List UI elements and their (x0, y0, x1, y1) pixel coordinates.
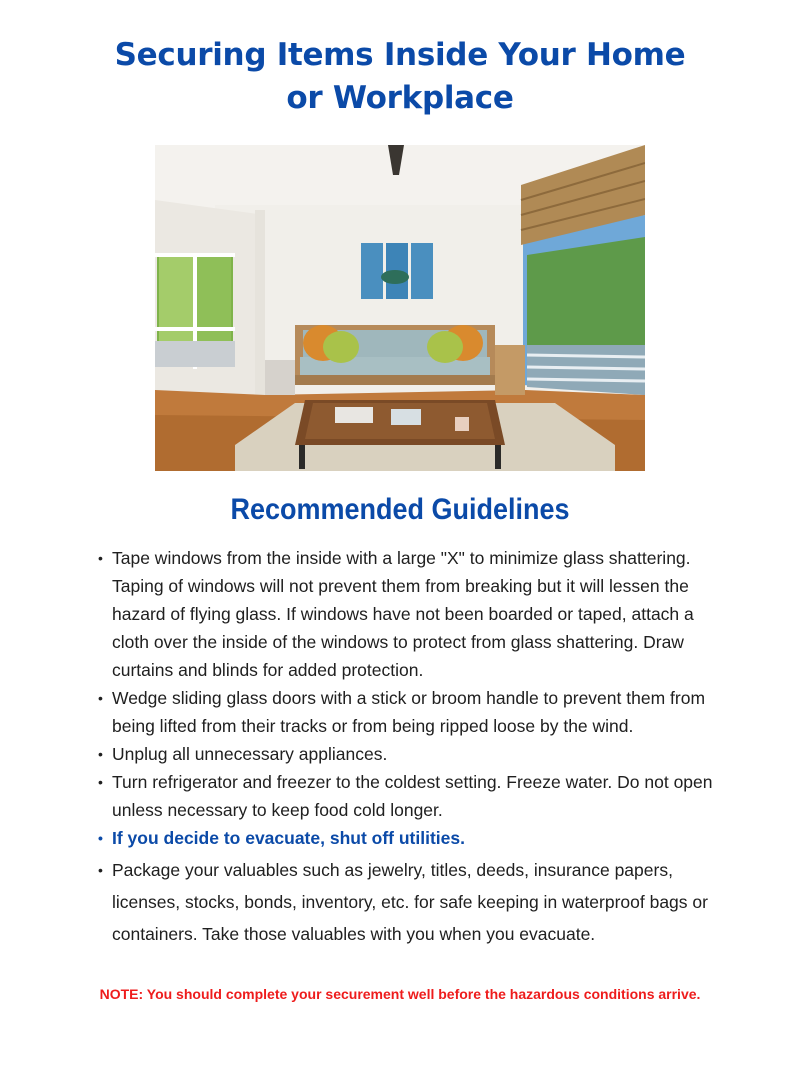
page-title (0, 34, 800, 120)
living-room-photo (155, 145, 645, 471)
section-heading: Recommended Guidelines (230, 493, 570, 526)
guideline-item: • Unplug all unnecessary appliances. (96, 740, 720, 768)
page-title-line-1: Securing Items Inside Your Home (114, 37, 686, 73)
guideline-item: • Wedge sliding glass doors with a stick or broom handle to prevent them from being lifted from their tracks or from being ripped loose by the wind. (96, 684, 720, 740)
guideline-item: • Package your valuables such as jewelry, titles, deeds, insurance papers, licenses, stocks, bonds, inventory, etc. for safe keeping in waterproof bags or containers. Take those valuables with you when you evacuate. (96, 854, 720, 950)
guideline-item-highlight: • If you decide to evacuate, shut off utilities. (96, 824, 720, 852)
page-title-line-2: or Workplace (286, 80, 514, 116)
footer-note: NOTE: You should complete your securement well before the hazardous conditions arrive. (99, 986, 701, 1002)
guideline-item: • Tape windows from the inside with a large "X" to minimize glass shattering. Taping of windows will not prevent them from breaking but it will lessen the hazard of flying glass. If windows have not been boarded or taped, attach a cloth over the inside of the windows to protect from glass shattering. Draw curtains and blinds for added protection. (96, 544, 720, 684)
guidelines-list (96, 544, 720, 950)
guideline-item: • Turn refrigerator and freezer to the coldest setting. Freeze water. Do not open unless necessary to keep food cold longer. (96, 768, 720, 824)
